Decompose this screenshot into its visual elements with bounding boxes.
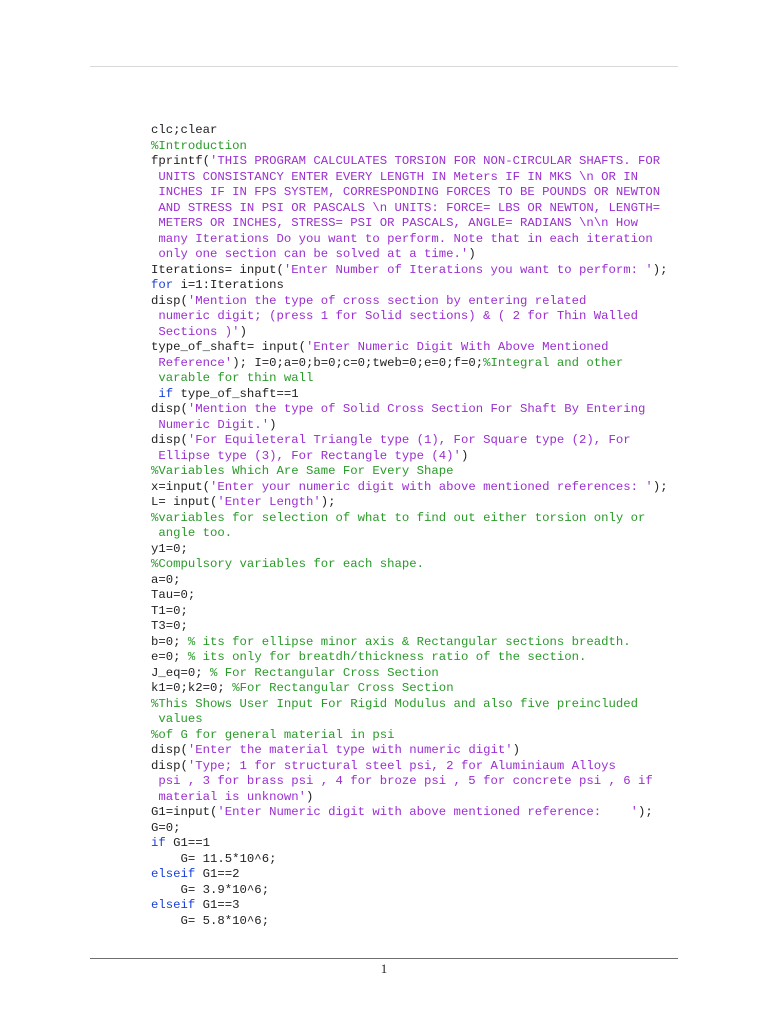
code-text: );: [320, 495, 336, 509]
code-line: [151, 852, 691, 868]
code-comment: angle too.: [151, 526, 233, 540]
footer-rule: [90, 958, 678, 959]
code-comment: %Variables Which Are Same For Every Shape: [151, 464, 454, 478]
code-line: [151, 123, 691, 139]
code-line: [151, 402, 691, 418]
code-string: numeric digit; (press 1 for Solid sections) & ( 2 for Thin Walled: [151, 309, 639, 323]
code-comment: % its for ellipse minor axis & Rectangular sections breadth.: [187, 634, 631, 649]
code-comment: %Integral and other: [483, 355, 624, 370]
code-text: clc;clear: [151, 123, 218, 137]
code-line: [151, 759, 691, 775]
code-text: G= 5.8*10^6;: [151, 913, 270, 928]
code-line: [151, 836, 691, 852]
code-text: ): [305, 789, 314, 804]
code-text: disp(: [151, 743, 188, 757]
code-keyword: elseif: [151, 867, 196, 881]
code-line: [151, 201, 691, 217]
code-line: [151, 883, 691, 899]
code-line: [151, 294, 691, 310]
code-string: 'Enter Number of Iterations you want to perform: ': [283, 262, 653, 277]
code-string: 'Enter Numeric Digit With Above Mentioned: [305, 340, 609, 354]
code-keyword: for: [151, 278, 174, 292]
code-string: 'Enter Length': [217, 495, 321, 509]
code-listing: [151, 123, 691, 929]
code-string: AND STRESS IN PSI OR PASCALS \n UNITS: FORCE= LBS OR NEWTON, LENGTH=: [151, 200, 661, 215]
header-rule: [90, 66, 678, 67]
code-line: [151, 728, 691, 744]
code-comment: %of G for general material in psi: [151, 727, 395, 742]
code-line: [151, 743, 691, 759]
code-text: ): [512, 743, 520, 757]
page-number: 1: [380, 961, 388, 976]
code-string: many Iterations Do you want to perform. Note that in each iteration: [151, 231, 653, 246]
code-line: [151, 805, 691, 821]
code-line: [151, 557, 691, 573]
code-comment: % its only for breatdh/thickness ratio of the section.: [187, 650, 587, 664]
code-string: 'Mention the type of cross section by entering related: [187, 293, 587, 308]
code-line: [151, 774, 691, 790]
code-line: [151, 433, 691, 449]
code-line: [151, 418, 691, 434]
code-text: T1=0;: [151, 603, 188, 618]
code-line: [151, 681, 691, 697]
code-text: ): [239, 324, 247, 339]
code-text: Tau=0;: [151, 588, 196, 602]
code-line: [151, 216, 691, 232]
code-text: i=1:Iterations: [173, 278, 284, 292]
code-text: G1==1: [165, 836, 211, 850]
code-text: disp(: [151, 433, 188, 447]
code-line: [151, 232, 691, 248]
code-line: [151, 526, 691, 542]
code-line: [151, 914, 691, 930]
code-text: type_of_shaft= input(: [151, 340, 306, 354]
code-string: psi , 3 for brass psi , 4 for broze psi , 5 for concrete psi , 6 if: [151, 774, 653, 788]
code-line: [151, 340, 691, 356]
code-line: [151, 263, 691, 279]
code-text: type_of_shaft==1: [173, 386, 299, 401]
code-line: [151, 619, 691, 635]
code-text: a=0;: [151, 572, 181, 587]
code-text: G1=input(: [151, 805, 218, 819]
code-string: material is unknown': [151, 789, 306, 804]
code-string: Numeric Digit.': [151, 417, 270, 432]
code-line: [151, 588, 691, 604]
code-string: 'Enter your numeric digit with above mentioned references: ': [210, 479, 653, 494]
code-text: ): [269, 417, 277, 432]
code-line: [151, 542, 691, 558]
code-line: [151, 185, 691, 201]
code-comment: % For Rectangular Cross Section: [210, 665, 439, 680]
code-line: [151, 495, 691, 511]
code-text: fprintf(: [151, 154, 211, 168]
code-string: 'For Equileteral Triangle type (1), For Square type (2), For: [187, 433, 631, 447]
code-string: 'Mention the type of Solid Cross Section For Shaft By Entering: [187, 402, 646, 416]
code-text: );: [652, 479, 668, 494]
code-line: [151, 356, 691, 372]
code-text: G= 3.9*10^6;: [151, 882, 270, 897]
code-comment: varable for thin wall: [151, 371, 314, 385]
code-string: 'Enter the material type with numeric digit': [187, 743, 513, 757]
code-line: [151, 635, 691, 651]
code-keyword: if: [151, 836, 166, 850]
code-line: [151, 449, 691, 465]
code-string: Ellipse type (3), For Rectangle type (4)': [151, 448, 461, 463]
code-text: k1=0;k2=0;: [151, 681, 233, 695]
code-text: J_eq=0;: [151, 665, 211, 680]
code-text: G=0;: [151, 820, 181, 835]
code-text: disp(: [151, 758, 188, 773]
code-text: G1==2: [195, 867, 240, 881]
code-text: ); I=0;a=0;b=0;c=0;tweb=0;e=0;f=0;: [232, 355, 484, 370]
code-line: [151, 278, 691, 294]
code-comment: %For Rectangular Cross Section: [232, 681, 454, 695]
code-text: T3=0;: [151, 619, 188, 633]
code-string: Reference': [151, 355, 233, 370]
code-keyword: if: [151, 386, 174, 401]
code-line: [151, 650, 691, 666]
code-line: [151, 309, 691, 325]
code-text: );: [638, 805, 653, 819]
code-line: [151, 697, 691, 713]
code-line: [151, 511, 691, 527]
code-text: disp(: [151, 293, 188, 308]
code-text: x=input(: [151, 479, 211, 494]
code-text: y1=0;: [151, 541, 188, 556]
code-string: UNITS CONSISTANCY ENTER EVERY LENGTH IN Meters IF IN MKS \n OR IN: [151, 169, 639, 184]
code-text: e=0;: [151, 650, 188, 664]
code-line: [151, 480, 691, 496]
code-comment: %Compulsory variables for each shape.: [151, 557, 425, 571]
code-line: [151, 790, 691, 806]
code-line: [151, 371, 691, 387]
code-text: b=0;: [151, 634, 188, 649]
code-string: INCHES IF IN FPS SYSTEM, CORRESPONDING FORCES TO BE POUNDS OR NEWTON: [151, 185, 661, 199]
code-line: [151, 867, 691, 883]
code-string: 'Enter Numeric digit with above mentioned reference: ': [217, 805, 639, 819]
code-text: G= 11.5*10^6;: [151, 851, 277, 866]
code-line: [151, 325, 691, 341]
code-text: Iterations= input(: [151, 262, 284, 277]
code-comment: %variables for selection of what to find out either torsion only or: [151, 510, 646, 525]
code-text: L= input(: [151, 495, 218, 509]
code-string: Sections )': [151, 324, 240, 339]
code-line: [151, 139, 691, 155]
code-line: [151, 464, 691, 480]
code-line: [151, 604, 691, 620]
code-comment: %This Shows User Input For Rigid Modulus and also five preincluded: [151, 696, 639, 711]
code-comment: values: [151, 712, 203, 726]
code-line: [151, 573, 691, 589]
code-text: ): [468, 247, 476, 261]
code-line: [151, 247, 691, 263]
code-string: only one section can be solved at a time.': [151, 247, 469, 261]
code-text: ): [460, 448, 469, 463]
code-line: [151, 821, 691, 837]
code-line: [151, 170, 691, 186]
code-string: 'Type; 1 for structural steel psi, 2 for Aluminiaum Alloys: [187, 758, 616, 773]
code-comment: %Introduction: [151, 138, 247, 153]
code-text: );: [652, 262, 668, 277]
code-line: [151, 712, 691, 728]
code-line: [151, 666, 691, 682]
code-keyword: elseif: [151, 898, 196, 912]
code-line: [151, 154, 691, 170]
code-text: G1==3: [195, 898, 240, 912]
code-string: METERS OR INCHES, STRESS= PSI OR PASCALS, ANGLE= RADIANS \n\n How: [151, 216, 639, 230]
code-line: [151, 387, 691, 403]
code-line: [151, 898, 691, 914]
code-string: 'THIS PROGRAM CALCULATES TORSION FOR NON-CIRCULAR SHAFTS. FOR: [210, 154, 661, 168]
code-text: disp(: [151, 402, 188, 416]
